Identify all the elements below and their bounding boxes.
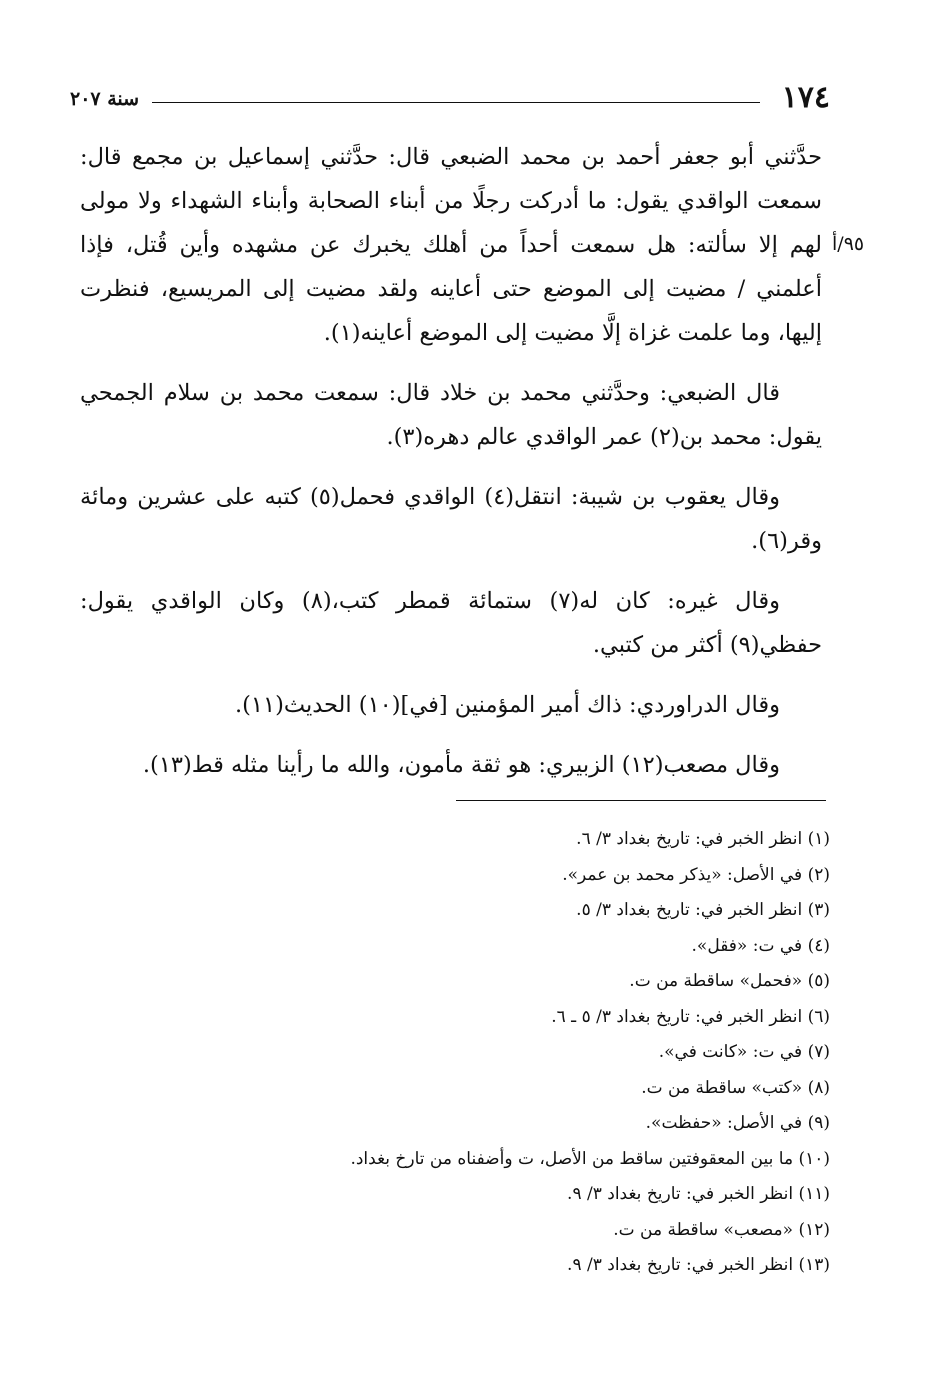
footnote-4: (٤) في ت: «فقل». (691, 935, 830, 956)
footnote-6: (٦) انظر الخبر في: تاريخ بغداد ٣/ ٥ ـ ٦. (551, 1006, 830, 1027)
header-rule (152, 102, 760, 103)
page-header (70, 80, 830, 116)
paragraph-1: حدَّثني أبو جعفر أحمد بن محمد الضبعي قال: حدَّثني إسماعيل بن مجمع قال: سمعت الواقدي يقول: ما أدركت رجلًا من أبناء الصحابة وأبناء الشهداء ولا مولى لهم إلا سألته: هل سمعت أحداً من أهلك يخبرك عن مشهده وأين قُتل، فإذا أعلمني / مضيت إلى الموضع حتى أعاينه ولقد مضيت إلى المريسيع، فنظرت إليها، وما علمت غزاة إلَّا مضيت إلى الموضع أعاينه(١). (80, 144, 822, 346)
footnotes (300, 822, 830, 1284)
footnote-13: (١٣) انظر الخبر في: تاريخ بغداد ٣/ ٩. (567, 1255, 830, 1275)
paragraph-2: قال الضبعي: وحدَّثني محمد بن خلاد قال: سمعت محمد بن سلام الجمحي يقول: محمد بن(٢) عمر الواقدي عالم دهره(٣). (80, 380, 822, 450)
running-head: سنة ٢٠٧ (70, 88, 140, 110)
footnote-5: (٥) «فحمل» ساقطة من ت. (629, 971, 830, 991)
footnote-11: (١١) انظر الخبر في: تاريخ بغداد ٣/ ٩. (567, 1184, 830, 1204)
footnote-9: (٩) في الأصل: «حفظت». (645, 1113, 830, 1133)
page-number: ١٧٤ (781, 80, 830, 115)
paragraph-6: وقال مصعب(١٢) الزبيري: هو ثقة مأمون، والله ما رأينا مثله قط(١٣). (142, 752, 780, 778)
paragraph-3: وقال يعقوب بن شيبة: انتقل(٤) الواقدي فحمل(٥) كتبه على عشرين ومائة وقر(٦). (80, 484, 822, 554)
footnote-separator (456, 800, 826, 801)
main-text (80, 135, 822, 803)
footnote-10: (١٠) ما بين المعقوفتين ساقط من الأصل، ت وأضفناه من تارخ بغداد. (350, 1148, 830, 1169)
footnote-3: (٣) انظر الخبر في: تاريخ بغداد ٣/ ٥. (576, 900, 830, 920)
footnote-2: (٢) في الأصل: «يذكر محمد بن عمر». (562, 864, 830, 885)
paragraph-5: وقال الدراوردي: ذاك أمير المؤمنين [في](١٠) الحديث(١١). (234, 692, 780, 718)
footnote-1: (١) انظر الخبر في: تاريخ بغداد ٣/ ٦. (576, 829, 830, 849)
footnote-8: (٨) «كتب» ساقطة من ت. (641, 1077, 830, 1098)
margin-folio-note: ٩٥/أ (832, 233, 865, 255)
footnote-12: (١٢) «مصعب» ساقطة من ت. (613, 1219, 830, 1240)
footnote-7: (٧) في ت: «كانت في». (658, 1042, 830, 1062)
paragraph-4: وقال غيره: كان له(٧) ستمائة قمطر كتب،(٨) وكان الواقدي يقول: حفظي(٩) أكثر من كتبي. (80, 588, 822, 658)
